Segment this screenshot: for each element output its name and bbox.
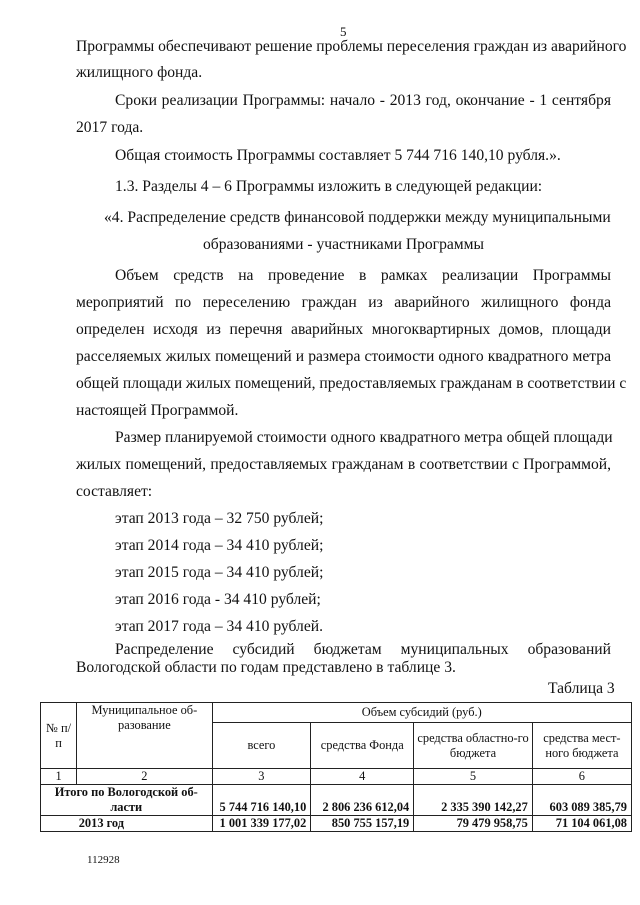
paragraph-line: Распределение субсидий бюджетам муниципальных образований	[115, 641, 611, 658]
paragraph-line: общей площади жилых помещений, предоставляемых гражданам в соответствии с	[76, 375, 627, 392]
header-municipality: Муниципальное об-разование	[77, 703, 212, 769]
header-fund: средства Фонда	[311, 723, 414, 769]
paragraph-line: жилищного фонда.	[76, 64, 203, 81]
header-total: всего	[212, 723, 311, 769]
section-heading-line: «4. Распределение средств финансовой поддержки между муниципальными	[104, 209, 611, 226]
cell-regional: 79 479 958,75	[414, 816, 533, 832]
footer-code: 112928	[87, 854, 120, 866]
row-label: 2013 год	[77, 816, 212, 832]
col-number: 3	[212, 769, 311, 785]
stage-item: этап 2015 года – 34 410 рублей;	[115, 564, 324, 581]
paragraph-line: Вологодской области по годам представлено в таблице 3.	[76, 659, 456, 676]
row-spacer	[41, 816, 77, 832]
cell-regional: 2 335 390 142,27	[414, 785, 533, 816]
stage-item: этап 2014 года – 34 410 рублей;	[115, 537, 324, 554]
cell-total: 1 001 339 177,02	[212, 816, 311, 832]
paragraph-line: жилых помещений, предоставляемых гражданам в соответствии с Программой,	[76, 456, 611, 473]
cell-local: 603 089 385,79	[532, 785, 631, 816]
section-heading-line: образованиями - участниками Программы	[203, 236, 484, 253]
cell-fund: 850 755 157,19	[311, 816, 414, 832]
paragraph-line: мероприятий по переселению граждан из аварийного жилищного фонда	[76, 294, 611, 311]
paragraph-line: определен исходя из перечня аварийных многоквартирных домов, площади	[76, 321, 611, 338]
paragraph-line: 2017 года.	[76, 119, 144, 136]
row-label: Итого по Вологодской об-ласти	[41, 785, 213, 816]
paragraph-line: настоящей Программой.	[76, 402, 239, 419]
col-number: 2	[77, 769, 212, 785]
paragraph-line: расселяемых жилых помещений и размера стоимости одного квадратного метра	[76, 348, 611, 365]
paragraph-line: Программы обеспечивают решение проблемы переселения граждан из аварийного	[76, 38, 627, 55]
header-local: средства мест-ного бюджета	[532, 723, 631, 769]
stage-item: этап 2017 года – 34 410 рублей.	[115, 618, 324, 635]
paragraph-line: 1.3. Разделы 4 – 6 Программы изложить в следующей редакции:	[115, 178, 543, 195]
paragraph-line: составляет:	[76, 483, 153, 500]
header-num: № п/п	[41, 703, 77, 769]
col-number: 5	[414, 769, 533, 785]
paragraph-line: Объем средств на проведение в рамках реализации Программы	[115, 267, 611, 284]
cell-total: 5 744 716 140,10	[212, 785, 311, 816]
header-regional: средства областно-го бюджета	[414, 723, 533, 769]
cell-fund: 2 806 236 612,04	[311, 785, 414, 816]
page-number: 5	[340, 24, 347, 39]
col-number: 4	[311, 769, 414, 785]
header-volume: Объем субсидий (руб.)	[212, 703, 631, 723]
paragraph-line: Общая стоимость Программы составляет 5 744 716 140,10 рубля.».	[115, 147, 561, 164]
subsidy-table	[40, 702, 632, 832]
col-number: 6	[532, 769, 631, 785]
col-number: 1	[41, 769, 77, 785]
cell-local: 71 104 061,08	[532, 816, 631, 832]
stage-item: этап 2016 года - 34 410 рублей;	[115, 591, 321, 608]
table-caption: Таблица 3	[548, 680, 615, 697]
paragraph-line: Размер планируемой стоимости одного квадратного метра общей площади	[115, 429, 613, 446]
paragraph-line: Сроки реализации Программы: начало - 2013 год, окончание - 1 сентября	[115, 92, 611, 109]
table-row	[41, 816, 632, 832]
stage-item: этап 2013 года – 32 750 рублей;	[115, 510, 324, 527]
table-row	[41, 785, 632, 816]
